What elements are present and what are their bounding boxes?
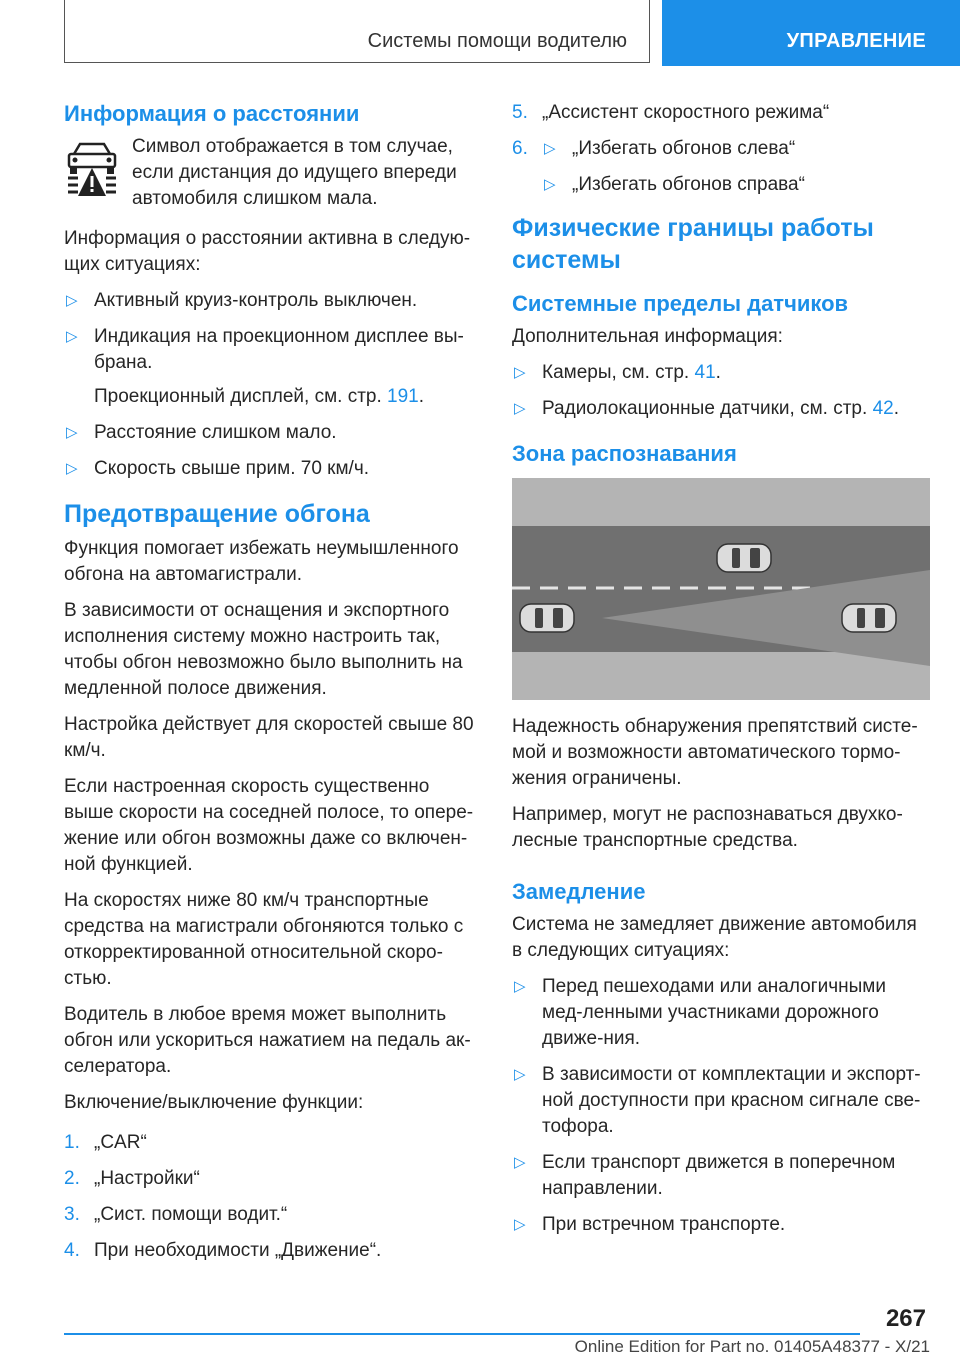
heading-overtake-prevention: Предотвращение обгона <box>64 500 370 528</box>
paragraph-zone-reliability: Надежность обнаружения препятствий систе-мой и возможности автоматического тормо-жения ограничены. <box>512 716 918 789</box>
active-situations-list-continued <box>64 420 474 482</box>
step-item <box>64 1238 474 1264</box>
list-item: ▷ В зависимости от комплектации и экспорт-ной доступности при красном сигнале све-тофора. <box>512 1062 930 1140</box>
step-item <box>64 1130 474 1156</box>
list-item: ▷ Скорость свыше прим. 70 км/ч. <box>64 456 474 482</box>
list-item: ▷ Индикация на проекционном дисплее вы-брана. <box>64 324 474 376</box>
car-icon <box>520 604 574 632</box>
hud-ref-page-link[interactable]: 191 <box>387 386 419 407</box>
right-column <box>512 100 930 1248</box>
step-text: „Настройки“ <box>94 1168 200 1189</box>
step-text: „Избегать обгонов справа“ <box>572 174 805 195</box>
paragraph-zone-example: Например, могут не распознаваться двухко-лесные транспортные средства. <box>512 804 903 851</box>
paragraph-active-situations: Информация о расстоянии активна в следую-щих ситуациях: <box>64 228 471 275</box>
paragraph: Водитель в любое время может выполнить обгон или ускориться нажатием на педаль ак-селератора. <box>64 1004 471 1077</box>
car-icon <box>717 544 771 572</box>
step-item <box>64 1166 474 1192</box>
paragraph: В зависимости от оснащения и экспортного исполнения систему можно настроить так, чтобы обгон невозможно было выполнить на медленной полосе движения. <box>64 600 463 699</box>
step-number: 2. <box>64 1168 80 1189</box>
list-item <box>512 360 930 386</box>
paragraph: На скоростях ниже 80 км/ч транспортные средства на магистрали обгоняются только с откорректированной относительной скоро-стью. <box>64 890 464 989</box>
step-text: „Избегать обгонов слева“ <box>572 138 796 159</box>
page-header <box>0 0 960 66</box>
edition-text: Online Edition for Part no. 01405A48377 - X/21 <box>574 1337 930 1356</box>
list-item: ▷ Расстояние слишком мало. <box>64 420 474 446</box>
list-item: ▷ Перед пешеходами или аналогичными мед-ленными участниками дорожного движе-ния. <box>512 974 930 1052</box>
paragraph: Функция помогает избежать неумышленного обгона на автомагистрали. <box>64 538 459 585</box>
step-number: 4. <box>64 1240 80 1261</box>
header-chapter-tab[interactable] <box>662 0 960 66</box>
bullet-triangle-icon: ▷ <box>544 140 556 157</box>
distance-symbol-text: Символ отображается в том случае, если дистанция до идущего впереди автомобиля слишком мала. <box>132 136 457 209</box>
step-item <box>512 136 930 162</box>
step-number: 5. <box>512 102 528 123</box>
sensor-refs-list <box>512 360 930 422</box>
header-chapter-label: УПРАВЛЕНИЕ <box>786 30 926 52</box>
active-situations-list <box>64 288 474 376</box>
toggle-steps-list-continued <box>512 100 930 198</box>
detection-zone-illustration <box>512 478 930 700</box>
list-item: ▷ Активный круиз-контроль выключен. <box>64 288 474 314</box>
paragraph: Если настроенная скорость существенно выше скорости на соседней полосе, то опере-жение или обгон возможны даже со включен-ной функцией. <box>64 776 474 875</box>
ref-page-link[interactable]: 42 <box>872 398 894 419</box>
car-warning-icon <box>64 140 120 200</box>
step-item <box>512 100 930 126</box>
bullet-triangle-icon: ▷ <box>544 176 556 193</box>
ref-suffix: . <box>715 362 721 383</box>
paragraph: Настройка действует для скоростей свыше 80 км/ч. <box>64 714 474 761</box>
step-text: „Ассистент скоростного режима“ <box>542 102 830 123</box>
list-item: ▷ Если транспорт движется в поперечном направлении. <box>512 1150 930 1202</box>
step-item <box>512 172 930 198</box>
step-text: „Сист. помощи водит.“ <box>94 1204 288 1225</box>
heading-sensor-limits: Системные пределы датчиков <box>512 291 849 316</box>
hud-reference <box>64 384 474 410</box>
paragraph: Включение/выключение функции: <box>64 1092 364 1113</box>
left-column <box>64 100 474 1274</box>
heading-deceleration: Замедление <box>512 879 646 904</box>
list-item: ▷ При встречном транспорте. <box>512 1212 930 1238</box>
step-number: 1. <box>64 1132 80 1153</box>
ref-suffix: . <box>893 398 899 419</box>
footer-divider <box>64 1333 860 1335</box>
hud-ref-text: Проекционный дисплей, см. стр. <box>94 386 382 407</box>
list-item <box>512 396 930 422</box>
step-number: 3. <box>64 1204 80 1225</box>
header-section-box <box>64 0 650 63</box>
header-section-title: Системы помощи водителю <box>367 30 627 52</box>
heading-physical-limits: Физические границы работы системы <box>512 214 874 274</box>
ref-text: Радиолокационные датчики, см. стр. <box>542 398 868 419</box>
heading-detection-zone: Зона распознавания <box>512 441 737 466</box>
step-number: 6. <box>512 138 528 159</box>
deceleration-list <box>512 974 930 1238</box>
paragraph-deceleration: Система не замедляет движение автомобиля в следующих ситуациях: <box>512 914 917 961</box>
ref-page-link[interactable]: 41 <box>694 362 716 383</box>
step-item <box>64 1202 474 1228</box>
step-text: При необходимости „Движение“. <box>94 1240 382 1261</box>
step-text: „CAR“ <box>94 1132 147 1153</box>
page-number: 267 <box>885 1305 926 1332</box>
car-icon <box>842 604 896 632</box>
hud-ref-suffix: . <box>418 386 425 407</box>
ref-text: Камеры, см. стр. <box>542 362 690 383</box>
toggle-steps-list <box>64 1130 474 1264</box>
page-footer <box>64 1305 930 1362</box>
distance-symbol-block <box>64 134 474 212</box>
heading-distance-info: Информация о расстоянии <box>64 101 360 126</box>
paragraph-more-info: Дополнительная информация: <box>512 326 783 347</box>
